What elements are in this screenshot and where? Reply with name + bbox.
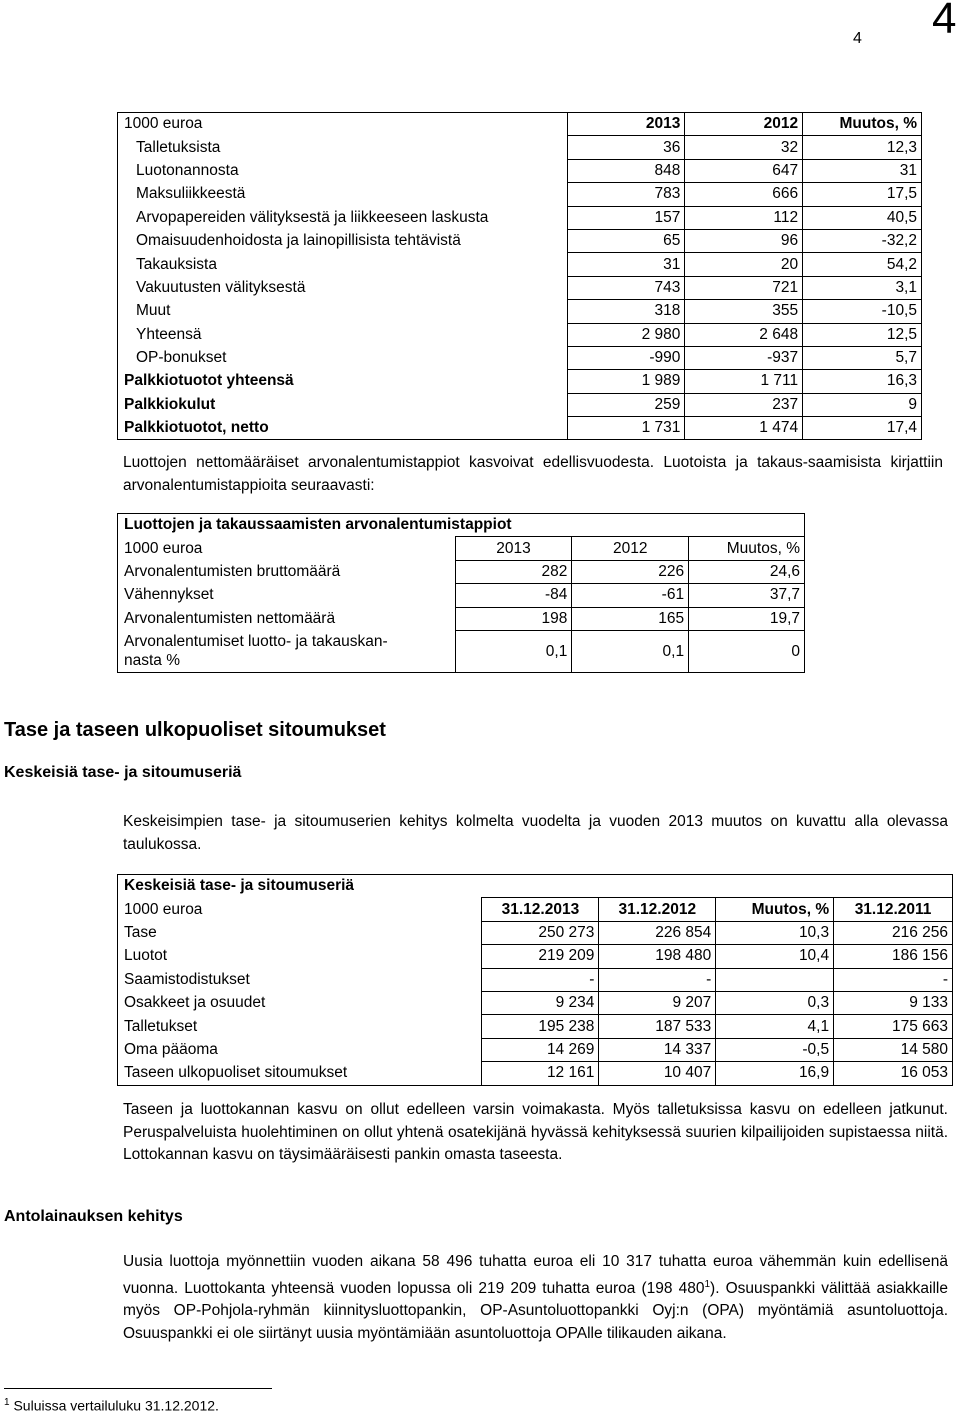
table-header-row	[118, 113, 922, 136]
cell: 112	[685, 206, 803, 229]
cell: 20	[685, 253, 803, 276]
row-label: Osakkeet ja osuudet	[124, 994, 266, 1012]
cell: 17,4	[803, 417, 922, 440]
cell: 175 663	[834, 1015, 953, 1038]
cell: -	[599, 968, 716, 991]
header-cell: 31.12.2011	[834, 898, 953, 921]
header-cell: 31.12.2012	[599, 898, 716, 921]
row-label: Arvonalentumisten bruttomäärä	[124, 562, 341, 580]
cell: 24,6	[689, 560, 805, 583]
cell: 318	[567, 300, 685, 323]
cell: 40,5	[803, 206, 922, 229]
table-row	[118, 206, 922, 229]
cell: 10 407	[599, 1062, 716, 1085]
table-row	[118, 183, 922, 206]
paragraph-key-items: Keskeisimpien tase- ja sitoumuserien kehitys kolmelta vuodelta ja vuoden 2013 muutos on kuvattu alla olevassa taulukossa.	[123, 813, 948, 853]
table-row	[118, 159, 922, 182]
cell: 1 711	[685, 370, 803, 393]
header-cell: 31.12.2013	[482, 898, 599, 921]
cell: 226 854	[599, 921, 716, 944]
table-row	[118, 991, 953, 1014]
table-header-row	[118, 898, 953, 921]
table-body	[118, 921, 953, 1085]
row-label: Omaisuudenhoidosta ja lainopillisista tehtävistä	[136, 232, 461, 250]
row-label: Maksuliikkeestä	[136, 185, 246, 203]
table-row	[118, 276, 922, 299]
cell: 16,9	[716, 1062, 834, 1085]
table-title: Luottojen ja takaussaamisten arvonalentumistappiot	[124, 516, 512, 534]
cell: 9 207	[599, 991, 716, 1014]
table-title-row	[118, 514, 805, 537]
paragraph-lending: Uusia luottoja myönnettiin vuoden aikana 58 496 tuhatta euroa eli 10 317 tuhatta euroa vähemmän kuin edellisenä vuonna. Luottokanta yhteensä vuoden lopussa oli 219 209 tuhatta euroa (198 $480^1$). Osuuspankki välittää asiakkaille myös OP-Pohjola-ryhmän kiinnitysluottopankin, OP-Asuntoluottopankki Oyj:n (OPA) myöntämiä asuntoluottoja. Osuuspankki ei ole siirtänyt uusia myöntämiään asuntoluottoja OPAlle tilikauden aikana.	[123, 1253, 948, 1342]
cell: 187 533	[599, 1015, 716, 1038]
table-body	[118, 136, 922, 440]
row-label: Muut	[136, 302, 171, 320]
cell: 37,7	[689, 584, 805, 607]
table-row	[118, 921, 953, 944]
cell: 54,2	[803, 253, 922, 276]
cell: 2 648	[685, 323, 803, 346]
row-label: Talletuksista	[136, 138, 221, 156]
table-row-total	[118, 417, 922, 440]
table-row	[118, 1015, 953, 1038]
header-cell: Muutos, %	[689, 537, 805, 560]
cell: 3,1	[803, 276, 922, 299]
cell: 10,4	[716, 945, 834, 968]
cell: 195 238	[482, 1015, 599, 1038]
row-label: Palkkiotuotot, netto	[124, 419, 269, 437]
side-heading: Antolainauksen kehitys	[4, 1208, 183, 1225]
header-cell: 1000 euroa	[124, 539, 203, 557]
row-label: Oma pääoma	[124, 1040, 218, 1058]
footnote-divider	[4, 1388, 272, 1389]
header-cell: 2013	[567, 113, 685, 136]
cell: -10,5	[803, 300, 922, 323]
table-row	[118, 346, 922, 369]
row-label: Arvonalentumisten nettomäärä	[124, 609, 336, 627]
table-row	[118, 323, 922, 346]
row-label: Arvonalentumiset luotto- ja takauskan- nasta %	[124, 633, 388, 670]
row-label: Saamistodistukset	[124, 970, 250, 988]
cell: 9 234	[482, 991, 599, 1014]
table-row	[118, 229, 922, 252]
cell: 219 209	[482, 945, 599, 968]
row-label: Tase	[124, 923, 157, 941]
cell: 237	[685, 393, 803, 416]
row-label: Palkkiotuotot yhteensä	[124, 372, 294, 390]
table-title: Keskeisiä tase- ja sitoumuseriä	[124, 877, 355, 895]
cell: 186 156	[834, 945, 953, 968]
header-cell: Muutos, %	[803, 113, 922, 136]
page-number-large: 4	[932, 0, 957, 43]
page-number: 4	[853, 30, 862, 47]
table-row	[118, 607, 805, 630]
cell: 226	[572, 560, 689, 583]
table-row	[118, 560, 805, 583]
cell: 14 580	[834, 1038, 953, 1061]
table-header-row	[118, 537, 805, 560]
table-row	[118, 630, 805, 673]
cell: 1 989	[567, 370, 685, 393]
cell: 14 269	[482, 1038, 599, 1061]
cell: 259	[567, 393, 685, 416]
cell: 0	[689, 630, 805, 673]
cell: 12,3	[803, 136, 922, 159]
paragraph-growth: Taseen ja luottokannan kasvu on ollut edelleen varsin voimakasta. Myös talletuksissa kasvu on edelleen jatkunut. Peruspalveluista huolehtiminen on ollut yhtenä osatekijänä hyvässä kehityksessä suurien kilpailijoiden supistaessa niitä. Lottokannan kasvu on täysimääräisesti pankin omasta taseesta.	[123, 1101, 948, 1164]
cell: 32	[685, 136, 803, 159]
table-row	[118, 584, 805, 607]
cell: 198 480	[599, 945, 716, 968]
cell: 9	[803, 393, 922, 416]
cell: 31	[803, 159, 922, 182]
table-row	[118, 1062, 953, 1085]
cell: 16,3	[803, 370, 922, 393]
cell: 14 337	[599, 1038, 716, 1061]
header-cell: Muutos, %	[716, 898, 834, 921]
cell: 355	[685, 300, 803, 323]
row-label: Palkkiokulut	[124, 395, 216, 413]
row-label: Luotonannosta	[136, 161, 239, 179]
row-label: Takauksista	[136, 255, 217, 273]
cell: 0,1	[455, 630, 572, 673]
cell: 647	[685, 159, 803, 182]
header-cell: 1000 euroa	[124, 115, 203, 133]
cell: 0,3	[716, 991, 834, 1014]
commission-income-table	[117, 112, 922, 440]
subheading: Keskeisiä tase- ja sitoumuseriä	[4, 764, 242, 781]
cell: -84	[455, 584, 572, 607]
paragraph-loan-losses: Luottojen nettomääräiset arvonalentumistappiot kasvoivat edellisvuodesta. Luotoista ja takaus-saamisista kirjattiin arvonalentumistappioita seuraavasti:	[123, 454, 943, 494]
table-row-total	[118, 370, 922, 393]
cell: -	[834, 968, 953, 991]
cell: 5,7	[803, 346, 922, 369]
table-body	[118, 560, 805, 630]
cell: 4,1	[716, 1015, 834, 1038]
cell: 666	[685, 183, 803, 206]
cell: -937	[685, 346, 803, 369]
cell: 12 161	[482, 1062, 599, 1085]
cell	[716, 968, 834, 991]
row-label: Vakuutusten välityksestä	[136, 278, 306, 296]
table-row	[118, 945, 953, 968]
row-label: OP-bonukset	[136, 349, 227, 367]
cell: -61	[572, 584, 689, 607]
cell: 743	[567, 276, 685, 299]
section-heading: Tase ja taseen ulkopuoliset sitoumukset	[4, 719, 386, 741]
footnote: $^1$ Suluissa vertailuluku 31.12.2012.	[4, 1397, 219, 1414]
row-label: Talletukset	[124, 1017, 198, 1035]
cell: 1 474	[685, 417, 803, 440]
cell: -	[482, 968, 599, 991]
cell: 36	[567, 136, 685, 159]
row-label: Taseen ulkopuoliset sitoumukset	[124, 1064, 348, 1082]
cell: 250 273	[482, 921, 599, 944]
table-title-row	[118, 875, 953, 898]
row-label: Yhteensä	[136, 325, 202, 343]
cell: 9 133	[834, 991, 953, 1014]
cell: 31	[567, 253, 685, 276]
cell: 783	[567, 183, 685, 206]
impairment-losses-table	[117, 513, 805, 673]
cell: 216 256	[834, 921, 953, 944]
cell: 282	[455, 560, 572, 583]
cell: 1 731	[567, 417, 685, 440]
cell: 2 980	[567, 323, 685, 346]
table-row-total	[118, 393, 922, 416]
table-row	[118, 968, 953, 991]
cell: 848	[567, 159, 685, 182]
table-row	[118, 253, 922, 276]
cell: 0,1	[572, 630, 689, 673]
cell: 10,3	[716, 921, 834, 944]
row-label: Luotot	[124, 947, 168, 965]
row-label: Arvopapereiden välityksestä ja liikkeeseen laskusta	[136, 208, 489, 226]
cell: -0,5	[716, 1038, 834, 1061]
row-label: Vähennykset	[124, 586, 214, 604]
cell: 17,5	[803, 183, 922, 206]
cell: -990	[567, 346, 685, 369]
header-cell: 2012	[685, 113, 803, 136]
cell: 19,7	[689, 607, 805, 630]
balance-sheet-table	[117, 874, 953, 1086]
cell: 198	[455, 607, 572, 630]
cell: 721	[685, 276, 803, 299]
table-row	[118, 300, 922, 323]
cell: 65	[567, 229, 685, 252]
cell: -32,2	[803, 229, 922, 252]
cell: 165	[572, 607, 689, 630]
table-row	[118, 136, 922, 159]
header-cell: 2012	[572, 537, 689, 560]
table-row	[118, 1038, 953, 1061]
cell: 12,5	[803, 323, 922, 346]
cell: 96	[685, 229, 803, 252]
header-cell: 1000 euroa	[124, 900, 203, 918]
cell: 157	[567, 206, 685, 229]
header-cell: 2013	[455, 537, 572, 560]
cell: 16 053	[834, 1062, 953, 1085]
